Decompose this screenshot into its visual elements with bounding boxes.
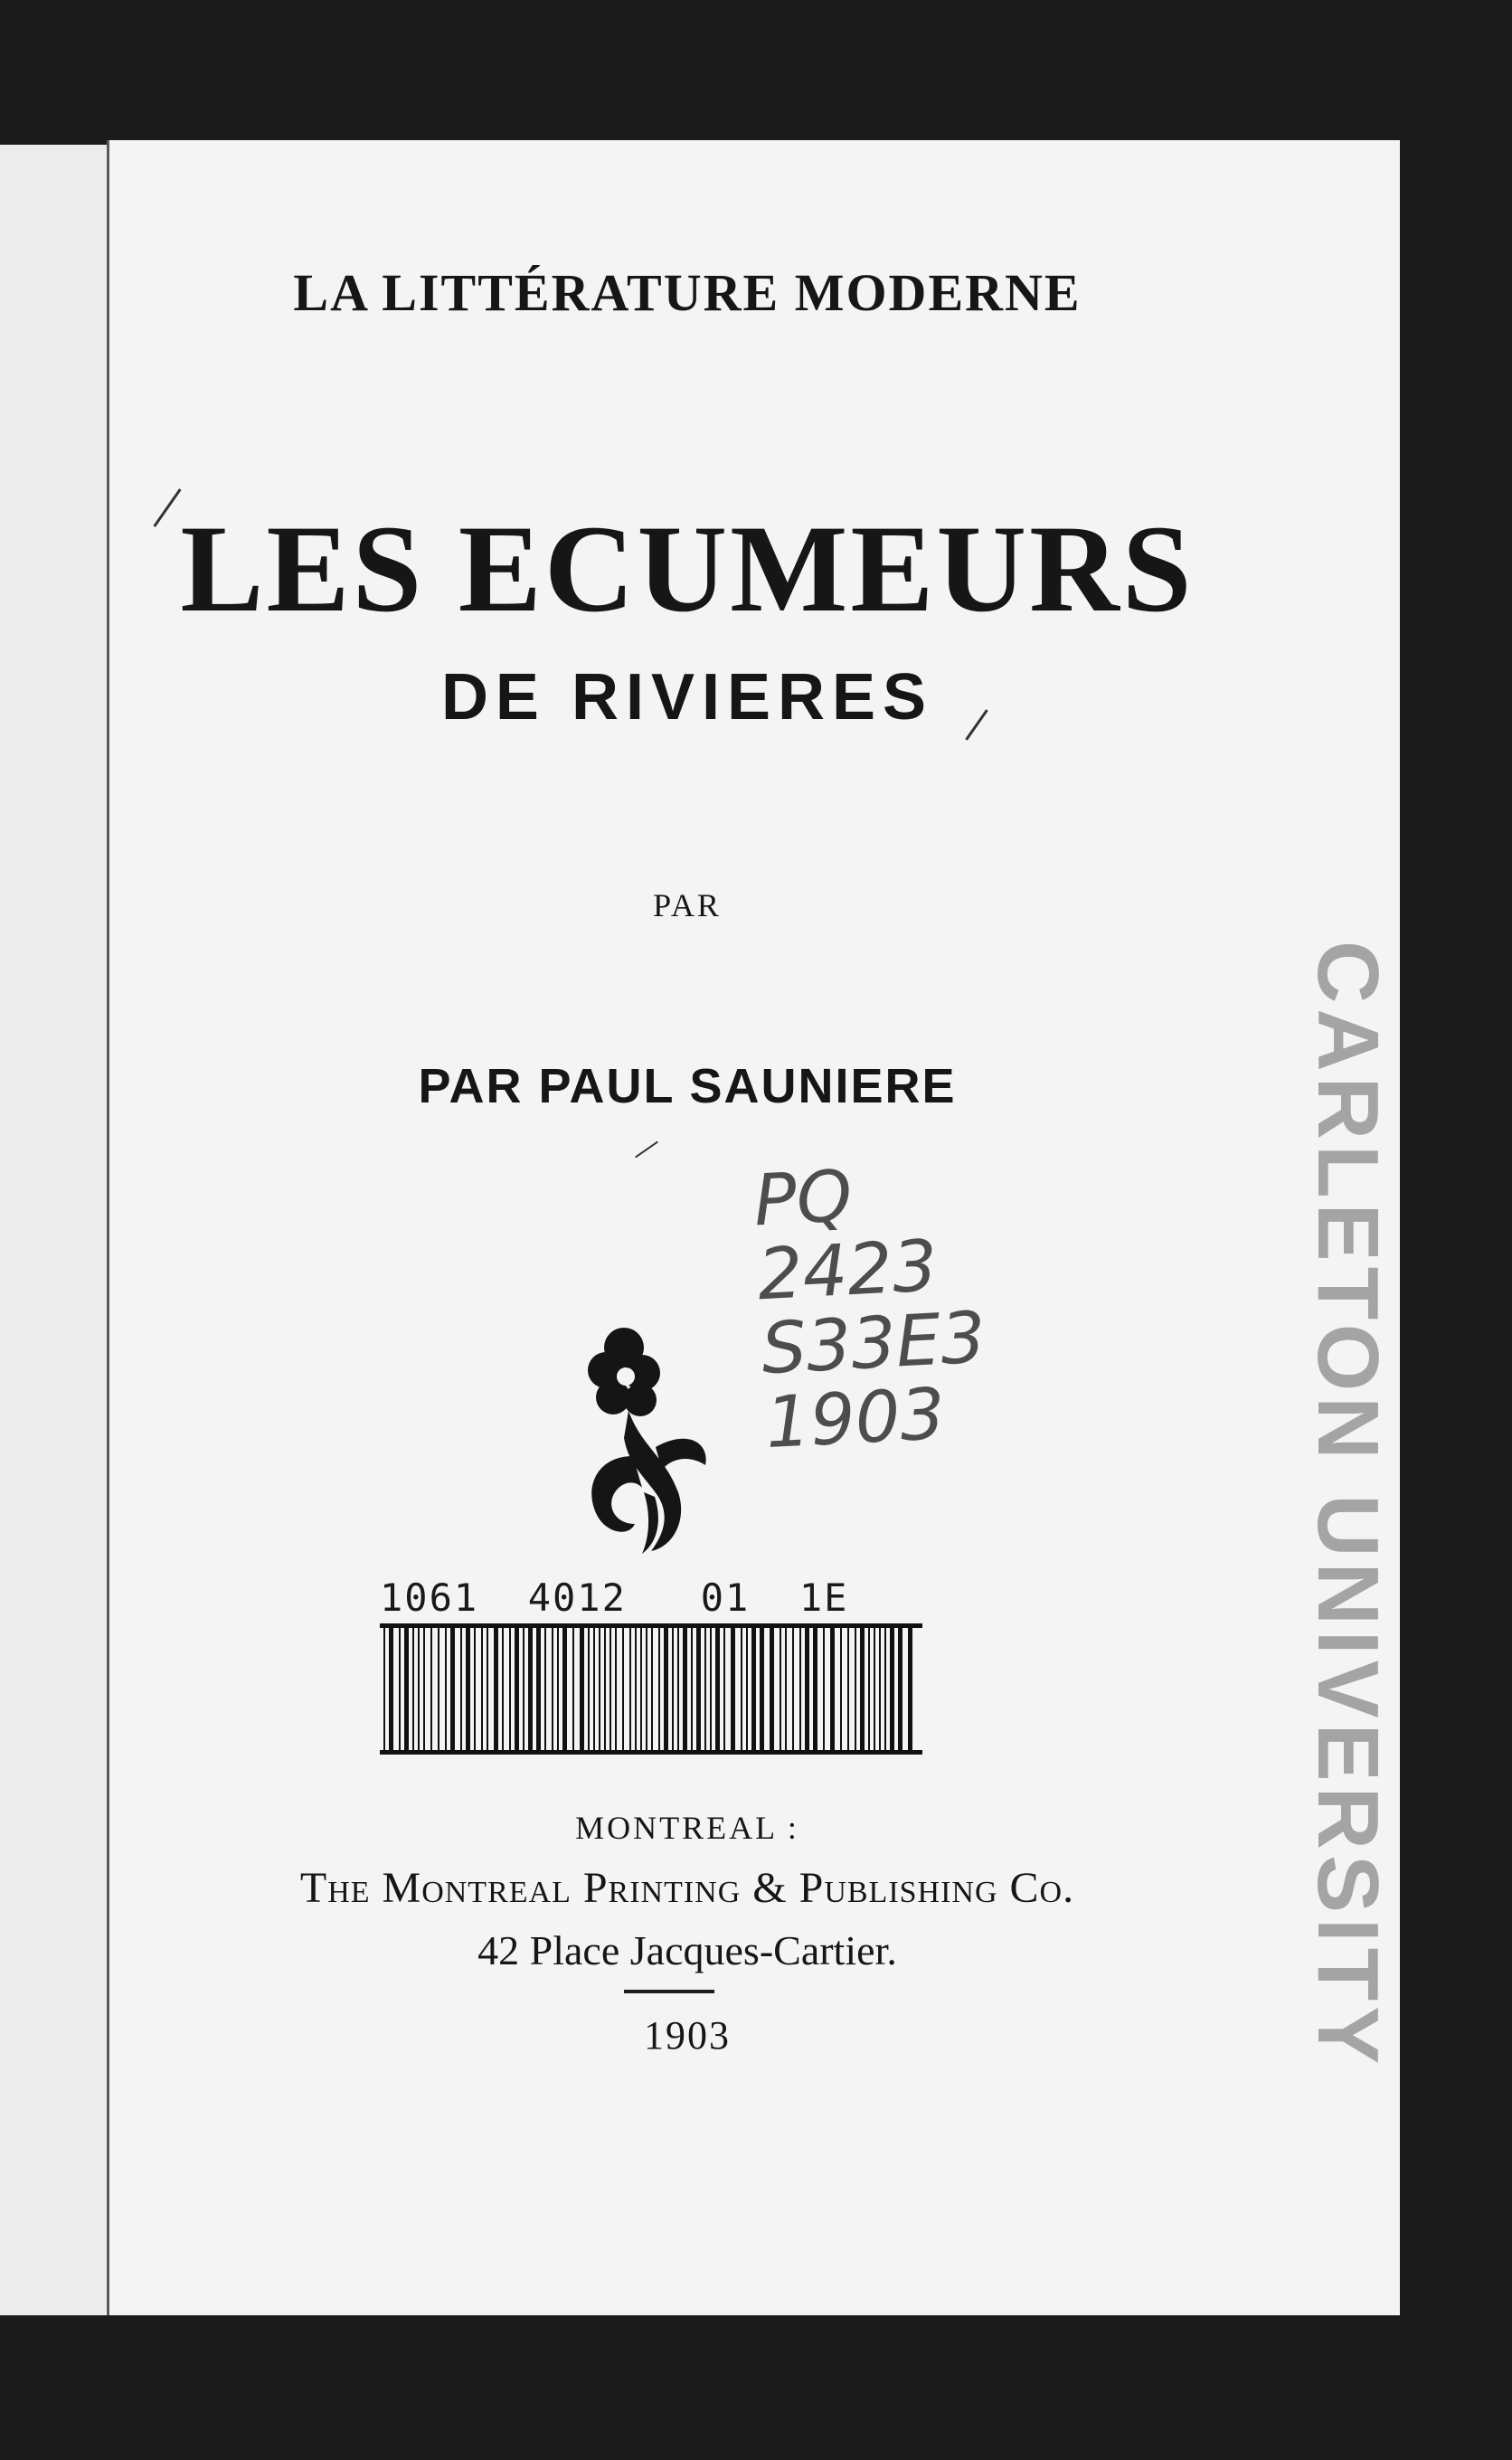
call-number-line: 1903 [763,1373,948,1464]
handwritten-call-number [752,1150,1057,1462]
barcode-bar [805,1628,809,1750]
barcode-bar [860,1628,865,1750]
barcode-bar [908,1628,912,1750]
barcode-bar [879,1628,881,1750]
barcode-bar [423,1628,425,1750]
barcode-bar [399,1628,401,1750]
barcode-bar [731,1628,735,1750]
barcode-bar [760,1628,764,1750]
title-page [107,140,1400,2315]
barcode-bar [704,1628,706,1750]
barcode-bar [640,1628,642,1750]
barcode-bar [874,1628,875,1750]
publisher-city: MONTREAL : [575,1810,799,1846]
barcode-bar [622,1628,624,1750]
barcode-bar [604,1628,606,1750]
barcode-bar [610,1628,611,1750]
barcode-bar [474,1628,476,1750]
barcode-bar [890,1628,894,1750]
barcode-graphic [380,1623,922,1755]
barcode-bar [847,1628,849,1750]
barcode-bar [868,1628,870,1750]
library-stamp [1284,941,1411,2070]
barcode-bar [696,1628,701,1750]
barcode-bar [840,1628,842,1750]
barcode-bar [580,1628,584,1750]
publisher-name [163,1863,1212,1913]
barcode-bar [466,1628,470,1750]
barcode-bar [898,1628,902,1750]
barcode-bar [445,1628,447,1750]
barcode-bar [562,1628,567,1750]
barcode-bar [430,1628,432,1750]
publication-year: 1903 [644,2013,731,2058]
barcode-bar [785,1628,787,1750]
barcode-bar [404,1628,409,1750]
barcode-bar [741,1628,742,1750]
book-subtitle: DE RIVIERES [440,661,934,733]
divider-rule [624,1990,714,1993]
barcode-bar [557,1628,559,1750]
publisher-name-text: The Montreal Printing & Publishing Co. [299,1864,1075,1912]
byline-par: PAR [653,887,722,923]
barcode-bar [651,1628,653,1750]
barcode-bar [418,1628,420,1750]
barcode-bar [383,1628,385,1750]
barcode-bar [884,1628,886,1750]
barcode-bar [792,1628,794,1750]
barcode-bar [780,1628,781,1750]
barcode-bar [438,1628,439,1750]
barcode-bar [481,1628,483,1750]
barcode-bar [588,1628,590,1750]
barcode-bar [646,1628,647,1750]
publisher-address: 42 Place Jacques-Cartier. [477,1927,897,1973]
barcode-bar [528,1628,533,1750]
barcode-bar [450,1628,455,1750]
barcode-bar [677,1628,679,1750]
barcode-bar [572,1628,574,1750]
barcode-bar [723,1628,725,1750]
barcode-bar [536,1628,541,1750]
barcode-bar [494,1628,498,1750]
barcode-bar [593,1628,595,1750]
barcode-bar [830,1628,835,1750]
barcode-bar [599,1628,600,1750]
barcode-number: 1061 4012 01 1E [380,1575,849,1620]
call-number-line: S33E3 [759,1297,988,1391]
barcode-bar [629,1628,631,1750]
barcode-bar [855,1628,856,1750]
barcode-bar [523,1628,524,1750]
barcode-bar [664,1628,668,1750]
barcode-bar [770,1628,774,1750]
barcode-bar [460,1628,462,1750]
barcode-bar [544,1628,546,1750]
barcode-bar [658,1628,660,1750]
barcode-bar [552,1628,553,1750]
barcode-bar [799,1628,801,1750]
barcode-bar [389,1628,393,1750]
facing-page-edge [0,145,116,2315]
call-number-line: 2423 [755,1225,940,1317]
barcode-bar [635,1628,637,1750]
barcode-bar [813,1628,817,1750]
barcode-bar [746,1628,748,1750]
barcode-bar [672,1628,674,1750]
barcode-bar [515,1628,519,1750]
barcode-bar [487,1628,488,1750]
barcode-bar [691,1628,693,1750]
book-title: LES ECUMEURS [180,499,1195,638]
barcode-bar [823,1628,825,1750]
barcode-bar [715,1628,720,1750]
flower-fleuron-icon [579,1320,714,1556]
library-stamp-text: CARLETON UNIVERSITY [1299,941,1396,2070]
barcode-bar [502,1628,504,1750]
barcode-bar [412,1628,414,1750]
call-number-line: PQ [751,1155,855,1243]
author-name: PAR PAUL SAUNIERE [418,1059,957,1113]
barcode-bar [509,1628,511,1750]
barcode-bar [683,1628,687,1750]
series-title: LA LITTÉRATURE MODERNE [293,263,1082,322]
barcode-bar [710,1628,712,1750]
barcode-bar [751,1628,756,1750]
barcode-bar [615,1628,617,1750]
